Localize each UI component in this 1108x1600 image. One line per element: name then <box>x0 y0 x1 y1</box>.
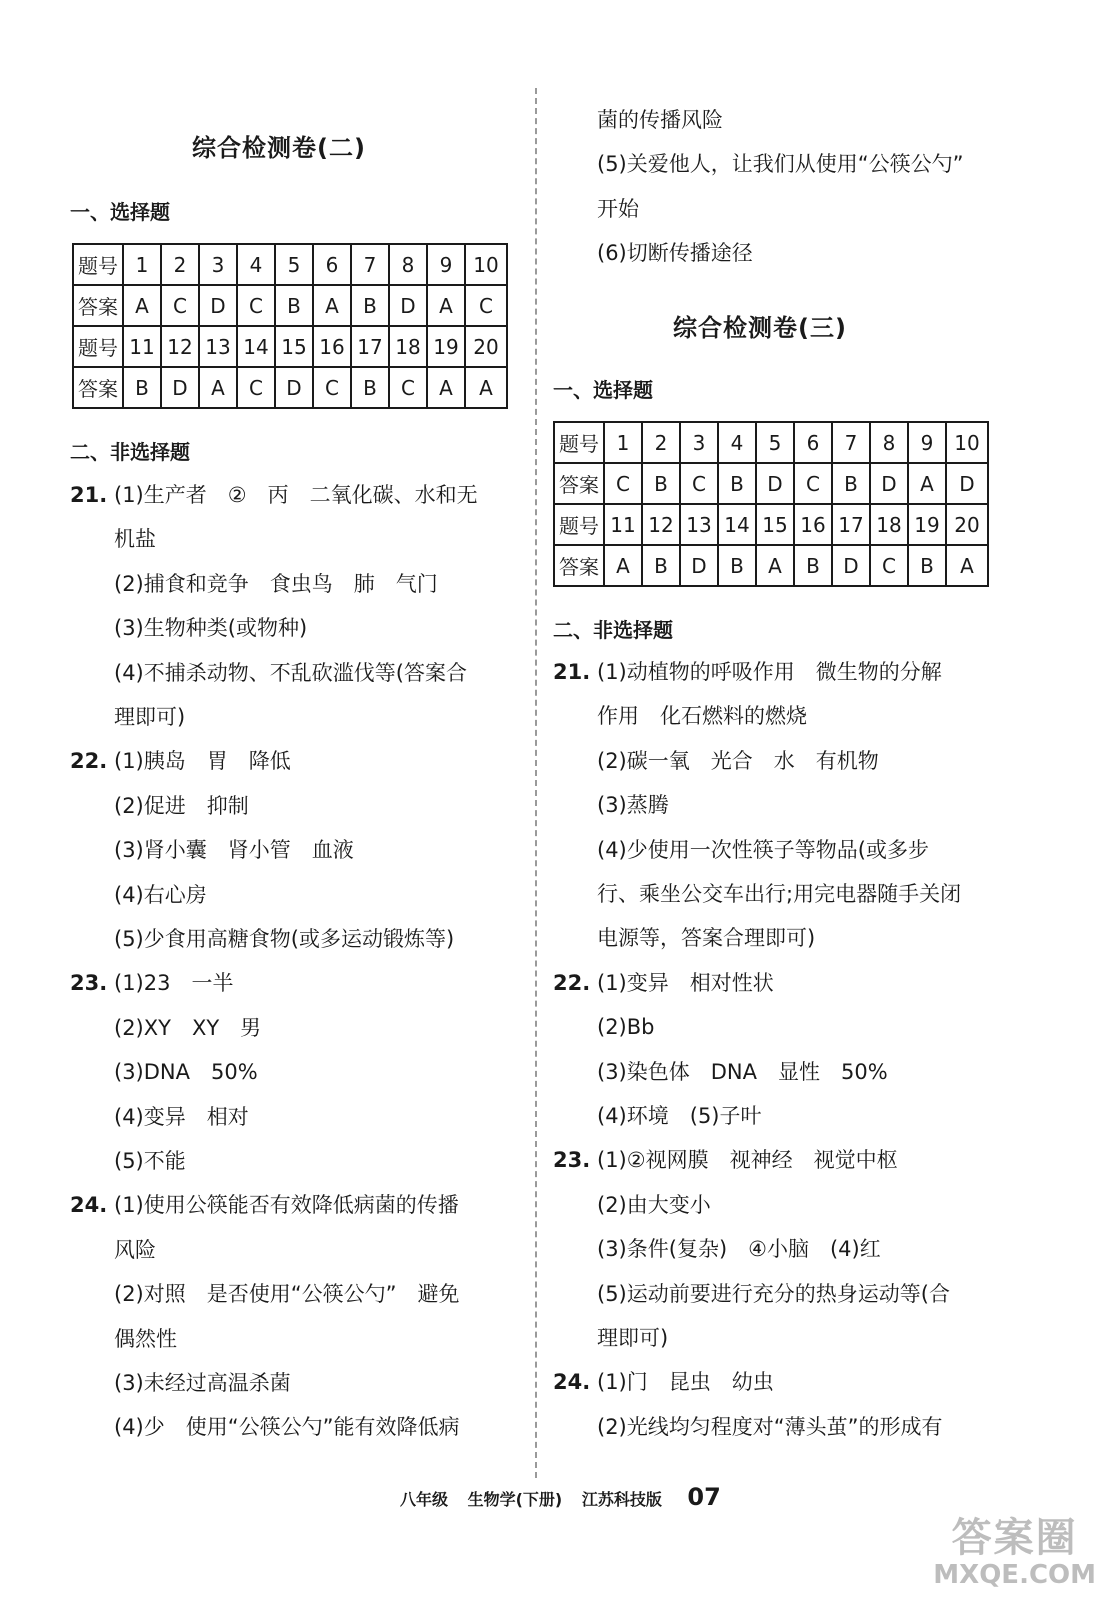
answer-cell: D <box>199 285 237 326</box>
question-number: 12 <box>161 326 199 367</box>
answer-cell: D <box>161 367 199 408</box>
answer-line <box>70 835 354 865</box>
answer-line <box>553 701 807 731</box>
question-number: 19 <box>427 326 465 367</box>
question-number: 6 <box>313 244 351 285</box>
question-number: 17 <box>832 504 870 545</box>
answer-line <box>553 1190 711 1220</box>
question-number: 10 <box>946 422 988 463</box>
question-number-label: 21. <box>553 660 591 684</box>
question-number: 3 <box>680 422 718 463</box>
answer-line <box>553 1234 881 1264</box>
answer-cell: B <box>718 545 756 586</box>
table-row <box>73 244 507 285</box>
question-number: 14 <box>718 504 756 545</box>
answer-text: (1)生产者 ② 丙 二氧化碳、水和无 <box>114 483 478 507</box>
answer-line <box>70 1368 291 1398</box>
footer-edition: 江苏科技版 <box>581 1490 662 1509</box>
question-number: 13 <box>199 326 237 367</box>
answer-cell: A <box>465 367 507 408</box>
answer-cell: B <box>351 285 389 326</box>
answer-cell: D <box>389 285 427 326</box>
row-label: 题号 <box>73 326 123 367</box>
answer-text: 行、乘坐公交车出行;用完电器随手关闭 <box>597 882 962 906</box>
question-number-label: 23. <box>553 1148 591 1173</box>
answer-cell: C <box>604 463 642 504</box>
answer-line <box>70 968 233 998</box>
answer-text: (1)动植物的呼吸作用 微生物的分解 <box>597 660 942 684</box>
question-number: 12 <box>642 504 680 545</box>
answer-line <box>553 1279 950 1309</box>
question-number: 1 <box>123 244 161 285</box>
table-row <box>554 504 988 545</box>
answer-cell: C <box>313 367 351 408</box>
question-number: 11 <box>123 326 161 367</box>
answer-line <box>70 1057 258 1087</box>
answer-line <box>70 924 454 954</box>
answer-text: (1)胰岛 胃 降低 <box>114 749 291 774</box>
answer-line <box>553 923 815 953</box>
answer-text: (3)蒸腾 <box>597 793 669 818</box>
answer-text: 偶然性 <box>114 1326 177 1351</box>
answer-cell: B <box>794 545 832 586</box>
test-title-3: 综合检测卷(三) <box>673 314 847 342</box>
question-number: 3 <box>199 244 237 285</box>
answer-line: 菌的传播风险 <box>597 108 723 132</box>
answer-text: (3)条件(复杂) ④小脑 (4)红 <box>597 1237 881 1262</box>
answer-line <box>553 1367 774 1397</box>
answer-text: (5)运动前要进行充分的热身运动等(合 <box>597 1281 950 1306</box>
column-divider <box>535 88 537 1478</box>
answer-line <box>70 658 467 688</box>
answer-cell: C <box>794 463 832 504</box>
answer-text: (1)门 昆虫 幼虫 <box>597 1370 774 1395</box>
watermark <box>933 1516 1096 1590</box>
answer-cell: A <box>199 367 237 408</box>
question-number: 6 <box>794 422 832 463</box>
table-row <box>554 422 988 463</box>
answer-cell: B <box>642 463 680 504</box>
answer-text: (4)少使用一次性筷子等物品(或多步 <box>597 837 929 862</box>
answer-text: (3)染色体 DNA 显性 50% <box>597 1059 888 1084</box>
answer-text: (2)由大变小 <box>597 1192 711 1217</box>
answer-line <box>553 657 942 687</box>
answer-cell: B <box>351 367 389 408</box>
answer-text: (3)未经过高温杀菌 <box>114 1371 291 1395</box>
answer-line <box>70 569 438 599</box>
answer-cell: C <box>680 463 718 504</box>
answer-text: (1)23 一半 <box>114 971 234 996</box>
question-number-label: 24. <box>70 1193 108 1218</box>
answer-text: (2)促进 抑制 <box>114 793 249 818</box>
answer-cell: A <box>427 367 465 408</box>
answer-line <box>553 879 961 909</box>
answer-line <box>70 613 307 643</box>
table-row <box>73 326 507 367</box>
answer-line <box>553 1012 654 1042</box>
question-number: 1 <box>604 422 642 463</box>
question-number: 16 <box>313 326 351 367</box>
footer-grade: 八年级 <box>400 1490 449 1509</box>
answer-line <box>553 1145 898 1175</box>
question-number: 20 <box>465 326 507 367</box>
question-number: 9 <box>427 244 465 285</box>
answer-cell: A <box>313 285 351 326</box>
answer-text: (5)不能 <box>114 1149 186 1173</box>
answer-text: 理即可) <box>114 705 186 729</box>
row-label: 答案 <box>554 463 604 504</box>
answer-cell: C <box>465 285 507 326</box>
answer-cell: A <box>946 545 988 586</box>
section-multiple-choice: 一、选择题 <box>70 200 170 224</box>
answer-cell: D <box>756 463 794 504</box>
answer-text: (4)不捕杀动物、不乱砍滥伐等(答案合 <box>114 660 467 685</box>
question-number: 8 <box>870 422 908 463</box>
answer-cell: B <box>642 545 680 586</box>
question-number-label: 22. <box>70 749 108 774</box>
question-number: 8 <box>389 244 427 285</box>
answer-cell: C <box>237 285 275 326</box>
answer-cell: A <box>756 545 794 586</box>
answer-cell: A <box>604 545 642 586</box>
answer-line <box>70 1412 460 1442</box>
watermark-url: MXQE.COM <box>933 1560 1096 1590</box>
answer-line <box>70 791 249 821</box>
answer-table-3 <box>553 421 989 587</box>
question-number: 15 <box>756 504 794 545</box>
footer-subject: 生物学(下册) <box>467 1490 563 1509</box>
question-number: 7 <box>351 244 389 285</box>
answer-text: (3)肾小囊 肾小管 血液 <box>114 838 354 863</box>
answer-text: (2)对照 是否使用“公筷公勺” 避免 <box>114 1282 460 1307</box>
question-number: 15 <box>275 326 313 367</box>
page-number: 07 <box>687 1483 721 1511</box>
answer-line <box>70 880 207 910</box>
answer-line <box>553 968 774 998</box>
answer-line: (6)切断传播途径 <box>597 241 753 266</box>
section-non-choice: 二、非选择题 <box>553 618 673 642</box>
row-label: 答案 <box>554 545 604 586</box>
answer-text: (2)XY XY 男 <box>114 1015 262 1040</box>
answer-line: (5)关爱他人，让我们从使用“公筷公勺” <box>597 152 964 177</box>
question-number: 13 <box>680 504 718 545</box>
answer-cell: C <box>161 285 199 326</box>
answer-line <box>70 1146 186 1176</box>
answer-line <box>70 702 185 732</box>
answer-line <box>70 524 156 554</box>
answer-cell: C <box>389 367 427 408</box>
answer-text: (3)DNA 50% <box>114 1060 258 1085</box>
answer-text: (4)环境 (5)子叶 <box>597 1104 762 1128</box>
row-label: 答案 <box>73 285 123 326</box>
question-number: 17 <box>351 326 389 367</box>
answer-cell: A <box>427 285 465 326</box>
answer-cell: B <box>123 367 161 408</box>
table-row <box>554 545 988 586</box>
answer-text: 理即可) <box>597 1326 669 1350</box>
question-number: 9 <box>908 422 946 463</box>
answer-text: (1)使用公筷能否有效降低病菌的传播 <box>114 1193 459 1218</box>
question-number-label: 24. <box>553 1370 591 1395</box>
question-number: 16 <box>794 504 832 545</box>
section-multiple-choice: 一、选择题 <box>553 378 653 402</box>
answer-cell: A <box>123 285 161 326</box>
answer-text: (2)光线均匀程度对“薄头茧”的形成有 <box>597 1414 943 1439</box>
answer-table-2 <box>72 243 508 409</box>
answer-cell: C <box>237 367 275 408</box>
question-number: 19 <box>908 504 946 545</box>
section-non-choice: 二、非选择题 <box>70 440 190 464</box>
answer-cell: B <box>275 285 313 326</box>
answer-line <box>553 790 669 820</box>
answer-line <box>553 835 929 865</box>
question-number: 7 <box>832 422 870 463</box>
answer-cell: B <box>908 545 946 586</box>
question-number: 10 <box>465 244 507 285</box>
answer-text: (3)生物种类(或物种) <box>114 616 308 641</box>
answer-line <box>553 1101 762 1131</box>
row-label: 题号 <box>554 422 604 463</box>
row-label: 题号 <box>73 244 123 285</box>
answer-line <box>70 1013 261 1043</box>
answer-line <box>553 1412 943 1442</box>
answer-text: (2)Bb <box>597 1015 655 1040</box>
question-number: 4 <box>237 244 275 285</box>
answer-text: 作用 化石燃料的燃烧 <box>597 704 807 729</box>
answer-line <box>553 1057 888 1087</box>
question-number: 20 <box>946 504 988 545</box>
question-number: 2 <box>161 244 199 285</box>
answer-line: 开始 <box>597 196 639 221</box>
question-number: 2 <box>642 422 680 463</box>
answer-text: 电源等，答案合理即可) <box>597 926 816 951</box>
answer-line <box>70 1279 460 1309</box>
question-number: 5 <box>275 244 313 285</box>
answer-cell: D <box>946 463 988 504</box>
answer-cell: A <box>908 463 946 504</box>
test-title-2: 综合检测卷(二) <box>192 134 366 162</box>
answer-text: (5)少食用高糖食物(或多运动锻炼等) <box>114 927 455 951</box>
answer-cell: D <box>275 367 313 408</box>
answer-text: (4)少 使用“公筷公勺”能有效降低病 <box>114 1415 460 1440</box>
question-number: 14 <box>237 326 275 367</box>
watermark-logo: 答案圈 <box>951 1515 1078 1561</box>
row-label: 答案 <box>73 367 123 408</box>
answer-cell: D <box>832 545 870 586</box>
answer-line <box>553 746 879 776</box>
answer-line <box>70 480 478 510</box>
answer-cell: D <box>870 463 908 504</box>
question-number: 18 <box>389 326 427 367</box>
question-number: 5 <box>756 422 794 463</box>
page-footer <box>400 1483 735 1511</box>
answer-line <box>70 1235 156 1265</box>
answer-text: (4)变异 相对 <box>114 1104 249 1129</box>
answer-line <box>70 1102 249 1132</box>
answer-text: 机盐 <box>114 527 156 552</box>
table-row <box>554 463 988 504</box>
answer-line <box>70 746 291 776</box>
answer-text: 风险 <box>114 1237 156 1262</box>
question-number: 18 <box>870 504 908 545</box>
answer-cell: B <box>718 463 756 504</box>
answer-text: (4)右心房 <box>114 882 207 907</box>
question-number-label: 21. <box>70 483 108 507</box>
row-label: 题号 <box>554 504 604 545</box>
question-number: 11 <box>604 504 642 545</box>
answer-text: (1)变异 相对性状 <box>597 970 774 995</box>
answer-text: (1)②视网膜 视神经 视觉中枢 <box>597 1148 898 1173</box>
table-row <box>73 367 507 408</box>
answer-line <box>70 1190 459 1220</box>
answer-cell: C <box>870 545 908 586</box>
answer-text: (2)捕食和竞争 食虫鸟 肺 气门 <box>114 571 438 596</box>
answer-text: (2)碳一氧 光合 水 有机物 <box>597 748 879 773</box>
answer-cell: D <box>680 545 718 586</box>
table-row <box>73 285 507 326</box>
question-number: 4 <box>718 422 756 463</box>
question-number-label: 22. <box>553 970 591 995</box>
answer-line <box>70 1324 177 1354</box>
answer-line <box>553 1323 668 1353</box>
question-number-label: 23. <box>70 971 108 996</box>
answer-cell: B <box>832 463 870 504</box>
